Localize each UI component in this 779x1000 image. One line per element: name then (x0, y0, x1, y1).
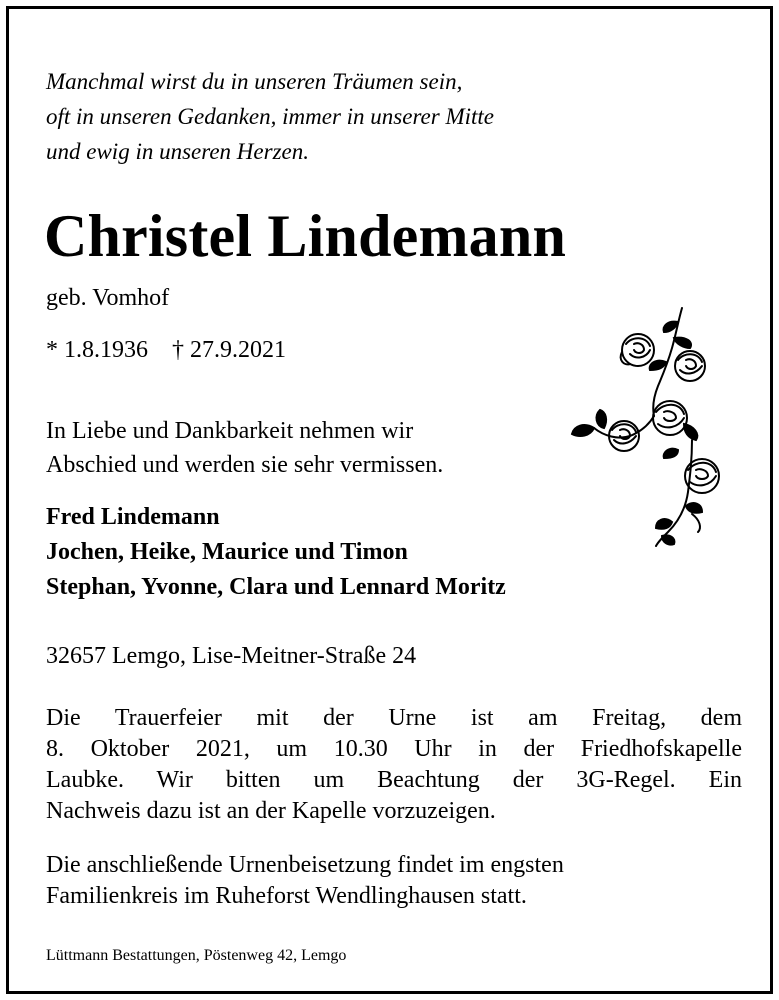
poem-line: oft in unseren Gedanken, immer in unserer Mitte (46, 104, 494, 129)
poem-line: und ewig in unseren Herzen. (46, 139, 309, 164)
deceased-name: Christel Lindemann (44, 203, 567, 269)
burial-line: Familienkreis im Ruheforst Wendlinghausen statt. (46, 883, 527, 909)
funeral-home-footer: Lüttmann Bestattungen, Pöstenweg 42, Lemgo (46, 947, 347, 964)
family-line: Fred Lindemann (46, 504, 220, 530)
ceremony-text (46, 703, 742, 827)
birth-date: * 1.8.1936 (46, 337, 148, 363)
burial-line: Die anschließende Urnenbeisetzung findet im engsten (46, 852, 564, 878)
family-line: Stephan, Yvonne, Clara und Lennard Moritz (46, 574, 506, 600)
ceremony-line: 8. Oktober 2021, um 10.30 Uhr in der Friedhofskapelle (46, 736, 742, 762)
intro-text (46, 414, 443, 482)
intro-line: Abschied und werden sie sehr vermissen. (46, 452, 444, 478)
family-members (46, 500, 506, 605)
ceremony-line: Nachweis dazu ist an der Kapelle vorzuzeigen. (46, 798, 496, 824)
birth-name: geb. Vomhof (46, 285, 170, 311)
address: 32657 Lemgo, Lise-Meitner-Straße 24 (46, 643, 417, 669)
intro-line: In Liebe und Dankbarkeit nehmen wir (46, 418, 414, 444)
poem (46, 64, 494, 169)
burial-text (46, 850, 564, 912)
poem-line: Manchmal wirst du in unseren Träumen sein, (46, 69, 463, 94)
death-date: † 27.9.2021 (172, 337, 286, 363)
life-dates (46, 335, 286, 365)
family-line: Jochen, Heike, Maurice und Timon (46, 539, 408, 565)
ceremony-line: Die Trauerfeier mit der Urne ist am Freitag, dem (46, 705, 742, 731)
roses-icon (560, 300, 735, 550)
ceremony-line: Laubke. Wir bitten um Beachtung der 3G-Regel. Ein (46, 767, 742, 793)
